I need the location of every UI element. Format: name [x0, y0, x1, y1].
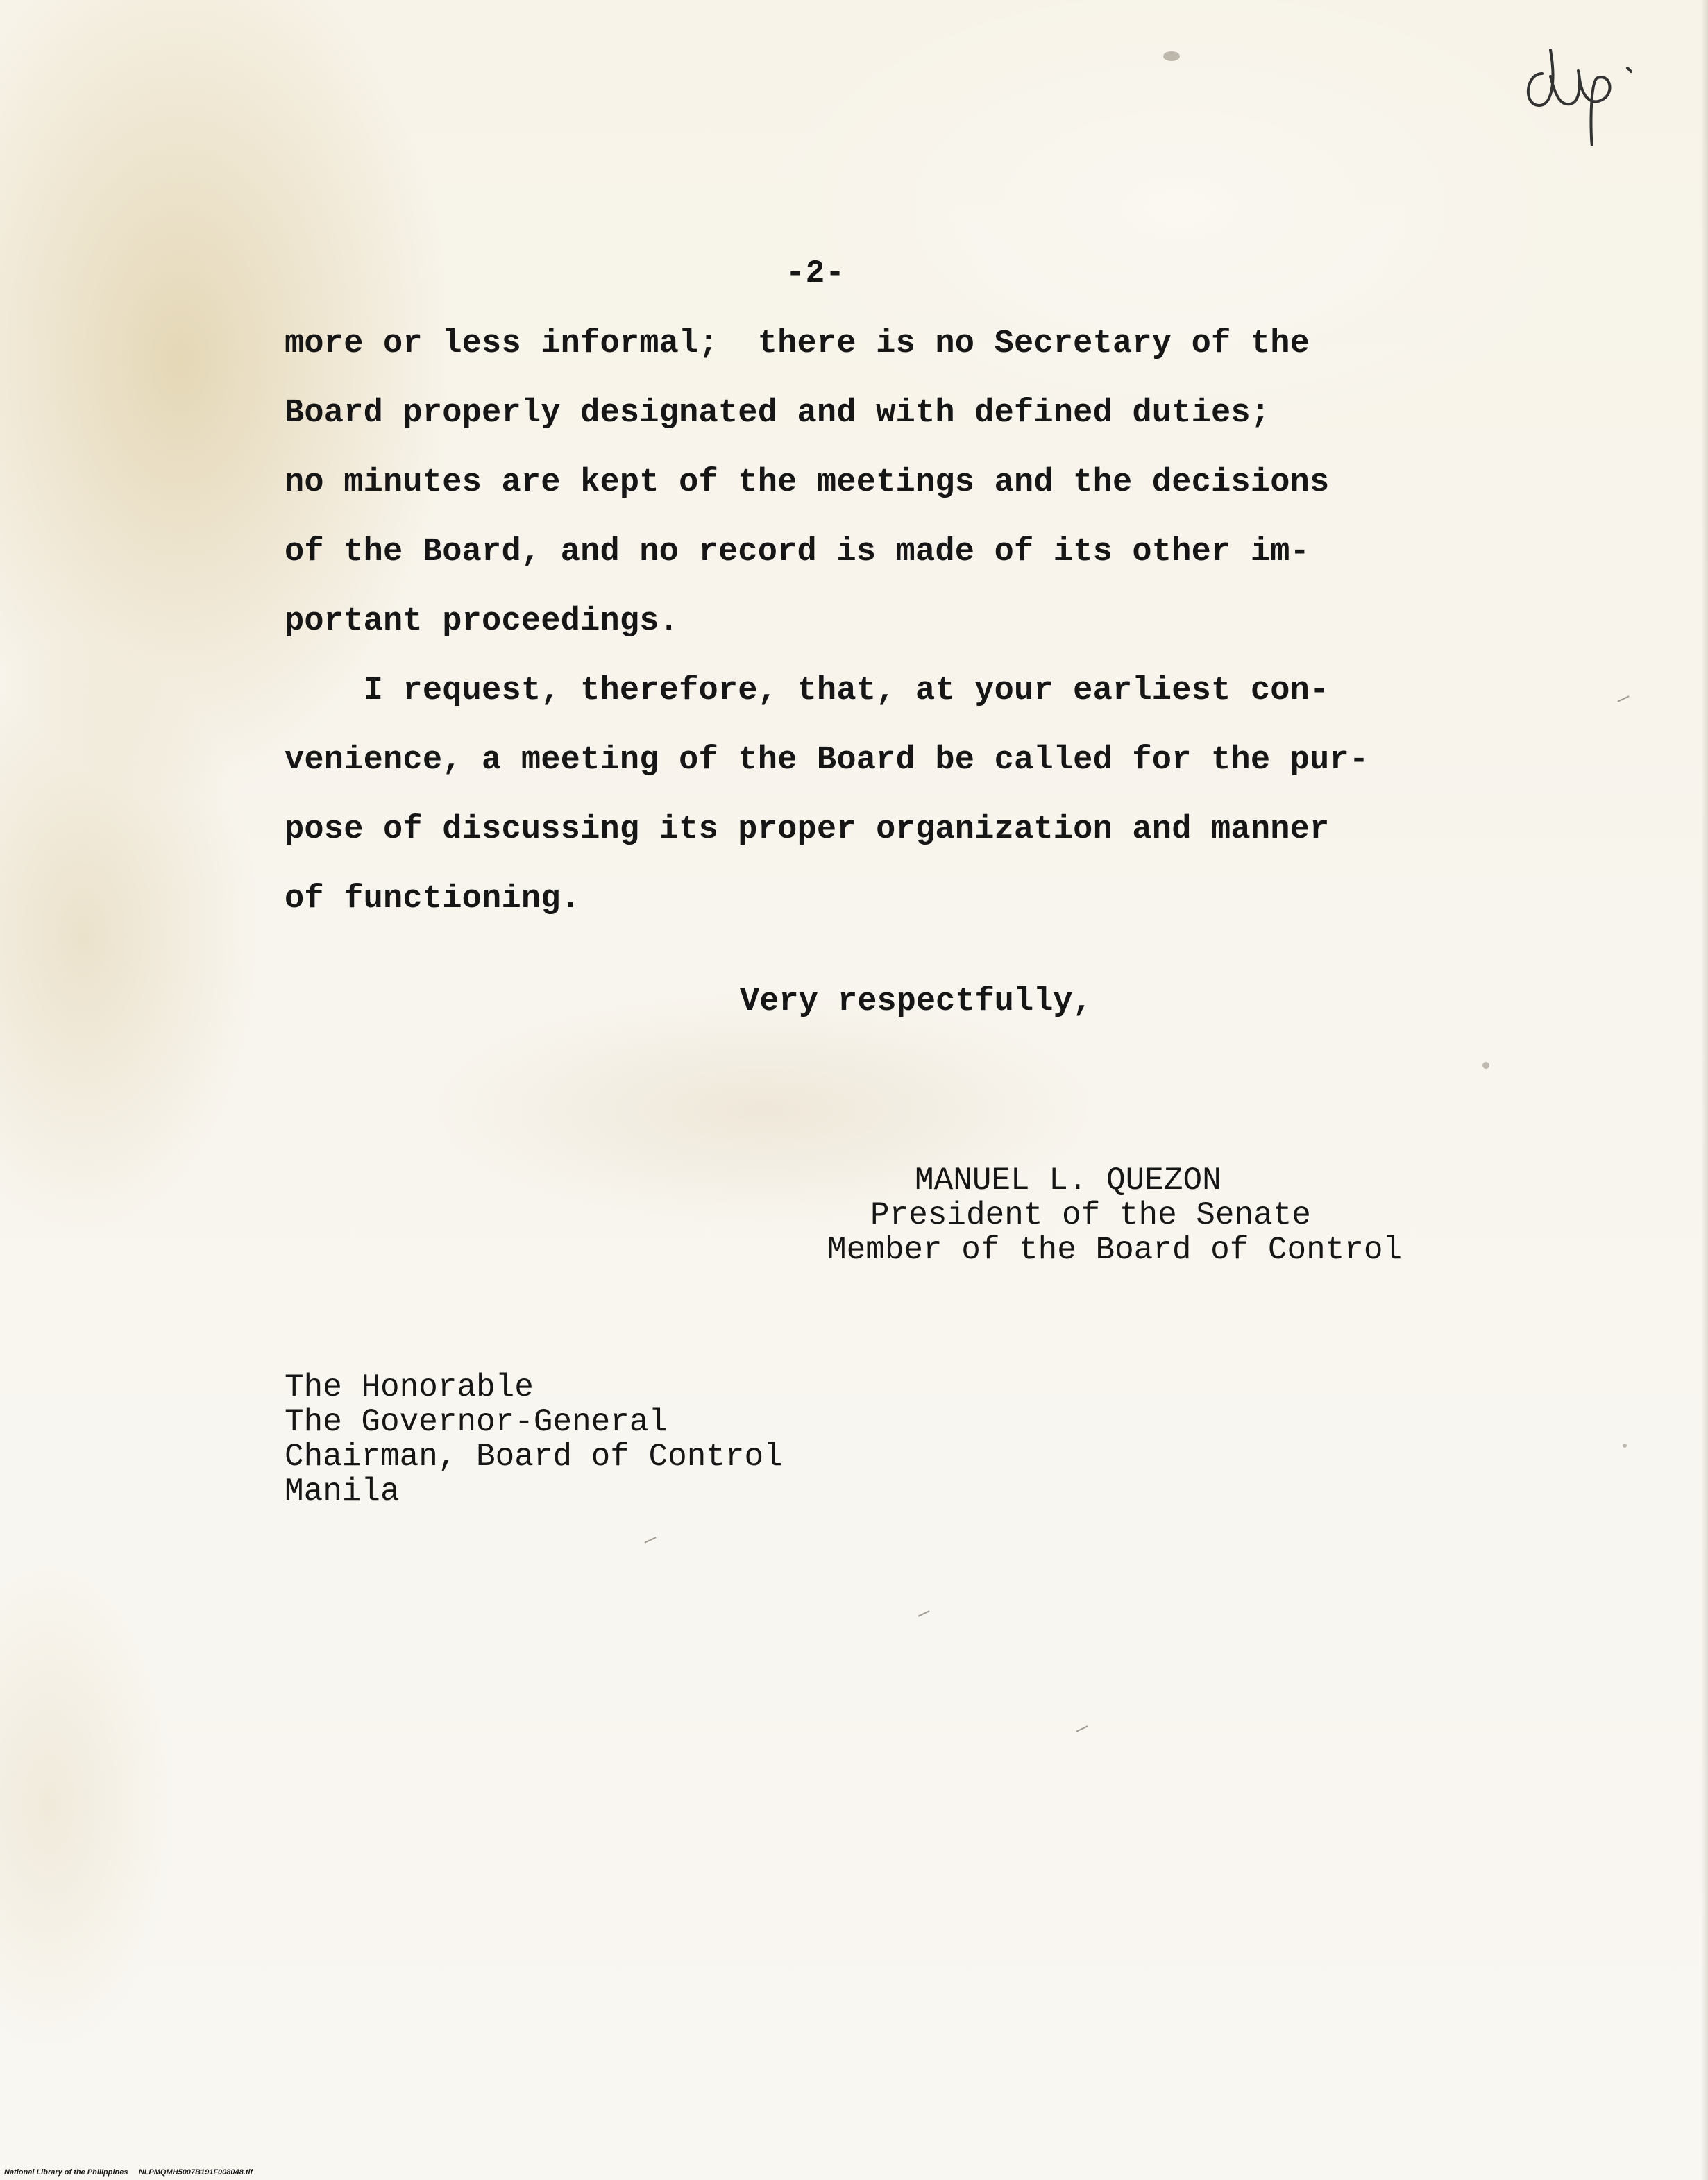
paper-fleck: [1076, 1725, 1088, 1732]
body-line: no minutes are kept of the meetings and the decisions: [285, 464, 1330, 501]
ink-speck: [1623, 1444, 1627, 1448]
body-line: venience, a meeting of the Board be called for the pur-: [285, 742, 1369, 779]
addressee-line: The Governor-General: [285, 1404, 668, 1440]
paper-fleck: [918, 1610, 929, 1616]
closing-salutation: Very respectfully,: [740, 983, 1092, 1020]
body-line: more or less informal; there is no Secretary of the: [285, 326, 1310, 362]
body-line: pose of discussing its proper organization and manner: [285, 811, 1330, 848]
signatory-title: President of the Senate: [870, 1197, 1311, 1233]
addressee-line: The Honorable: [285, 1369, 534, 1405]
addressee-line: Manila: [285, 1473, 400, 1510]
paper-fleck: [644, 1537, 656, 1543]
signatory-role: Member of the Board of Control: [827, 1232, 1403, 1268]
body-line: portant proceedings.: [285, 603, 679, 640]
archive-caption: National Library of the Philippines NLPMQMH5007B191F008048.tif: [4, 2168, 253, 2177]
handwritten-dup-mark: [1513, 28, 1645, 146]
body-line: of the Board, and no record is made of its other im-: [285, 534, 1310, 571]
page-number: -2-: [786, 255, 845, 291]
ink-speck: [1482, 1062, 1489, 1069]
body-line: I request, therefore, that, at your earliest con-: [285, 673, 1330, 709]
ink-speck: [1163, 51, 1180, 61]
page-edge-shadow: [1701, 0, 1708, 2180]
body-line: Board properly designated and with defined duties;: [285, 395, 1271, 432]
addressee-line: Chairman, Board of Control: [285, 1439, 783, 1475]
paper-fleck: [1617, 695, 1629, 702]
signatory-name: MANUEL L. QUEZON: [915, 1163, 1221, 1199]
body-line: of functioning.: [285, 881, 581, 918]
